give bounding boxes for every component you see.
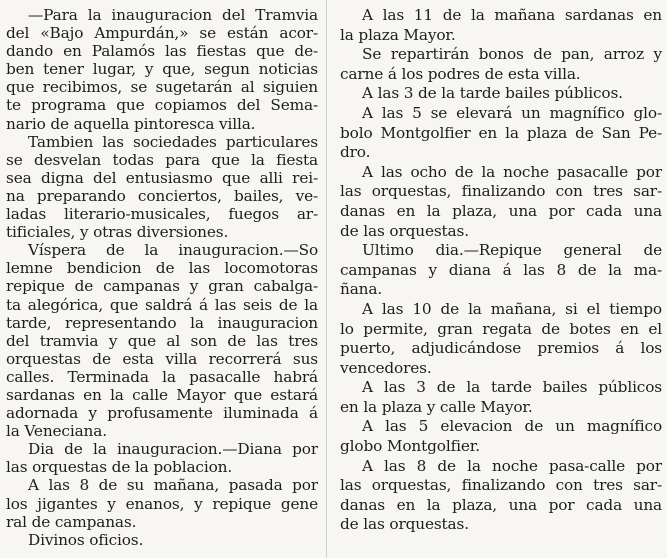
right-column-line: las orquestas, finalizando con tres sar-: [340, 182, 662, 201]
left-column-line: repique de campanas y gran cabalga-: [6, 277, 318, 296]
left-column-line: sardanas en la calle Mayor que estará: [6, 385, 318, 404]
left-column-line: Víspera de la inauguracion.—So: [28, 241, 318, 260]
right-column-line: globo Montgolfier.: [340, 437, 480, 456]
right-column-line: ñana.: [340, 280, 383, 299]
left-column-line: na preparando conciertos, bailes, ve-: [6, 186, 318, 205]
left-column-line: las orquestas de la poblacion.: [6, 458, 233, 477]
right-column-line: vencedores.: [340, 358, 432, 377]
right-column-line: bolo Montgolfier en la plaza de San Pe-: [340, 123, 662, 142]
right-column-line: Ultimo dia.—Repique general de: [362, 241, 662, 260]
left-column-line: A las 8 de su mañana, pasada por: [28, 476, 318, 495]
right-column-line: A las 5 se elevará un magnífico glo-: [362, 103, 662, 122]
left-column-line: —Para la inauguracion del Tramvia: [28, 6, 318, 24]
left-column: [6, 6, 318, 549]
right-column-line: de las orquestas.: [340, 515, 469, 534]
left-column-line: Divinos oficios.: [28, 530, 144, 549]
left-column-line: ladas literario-musicales, fuegos ar-: [6, 205, 318, 224]
right-column-line: lo permite, gran regata de botes en el: [340, 319, 662, 338]
left-column-line: tificiales, y otras diversiones.: [6, 223, 229, 242]
right-column-line: A las 5 elevacion de un magnífico: [362, 417, 662, 436]
right-column-line: las orquestas, finalizando con tres sar-: [340, 476, 662, 495]
left-column-line: ral de campanas.: [6, 512, 137, 531]
right-column-line: en la plaza y calle Mayor.: [340, 397, 533, 416]
left-column-line: del tramvia y que al son de las tres: [6, 331, 318, 350]
left-column-line: adornada y profusamente iluminada á: [6, 404, 318, 423]
right-column-line: puerto, adjudicándose premios á los: [340, 339, 662, 358]
right-column-line: la plaza Mayor.: [340, 25, 456, 44]
right-column-line: danas en la plaza, una por cada una: [340, 201, 662, 220]
left-column-line: orquestas de esta villa recorrerá sus: [6, 349, 318, 368]
column-divider: [326, 0, 327, 558]
left-column-line: tarde, representando la inauguracion: [6, 313, 318, 332]
right-column-line: A las 10 de la mañana, si el tiempo: [362, 299, 662, 318]
left-column-line: te programa que copiamos del Sema-: [6, 96, 318, 115]
right-column-line: A las 3 de la tarde bailes públicos: [362, 378, 662, 397]
left-column-line: lemne bendicion de las locomotoras: [6, 259, 318, 278]
left-column-line: la Veneciana.: [6, 422, 107, 441]
right-column-line: Se repartirán bonos de pan, arroz y: [362, 45, 662, 64]
left-column-line: ben tener lugar, y que, segun noticias: [6, 60, 318, 79]
left-column-line: que recibimos, se sugetarán al siguien: [6, 78, 318, 97]
right-column-line: danas en la plaza, una por cada una: [340, 495, 662, 514]
right-column-line: A las ocho de la noche pasacalle por: [362, 162, 662, 181]
right-column-line: A las 8 de la noche pasa-calle por: [362, 456, 662, 475]
left-column-line: se desvelan todas para que la fiesta: [6, 150, 318, 169]
left-column-line: sea digna del entusiasmo que alli rei-: [6, 168, 318, 187]
right-column-line: A las 3 de la tarde bailes públicos.: [362, 84, 623, 103]
right-column-line: carne á los podres de esta villa.: [340, 64, 581, 83]
right-column-line: dro.: [340, 143, 371, 162]
left-column-line: dando en Palamós las fiestas que de-: [6, 42, 318, 61]
left-column-line: Dia de la inauguracion.—Diana por: [28, 440, 318, 459]
left-column-line: ta alegórica, que saldrá á las seis de la: [6, 295, 318, 314]
right-column-line: de las orquestas.: [340, 221, 469, 240]
right-column-line: A las 11 de la mañana sardanas en: [362, 6, 662, 24]
left-column-line: nario de aquella pintoresca villa.: [6, 114, 256, 133]
left-column-line: calles. Terminada la pasacalle habrá: [6, 367, 318, 386]
left-column-line: del «Bajo Ampurdán,» se están acor-: [6, 24, 318, 43]
left-column-line: los jigantes y enanos, y repique gene: [6, 494, 318, 513]
right-column: [340, 6, 662, 535]
right-column-line: campanas y diana á las 8 de la ma-: [340, 260, 662, 279]
left-column-line: Tambien las sociedades particulares: [28, 132, 318, 151]
